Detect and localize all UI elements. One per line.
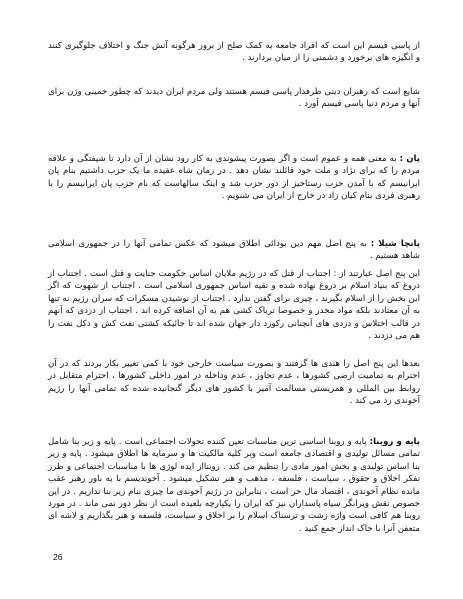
paragraph-text: به معنی همه و عموم است و اگر بصورت پیشوندی به کار رود نشان از آن دارد تا شیفتگی و علاقه مردم را که برای نژاد و ملت خود قائلند نشان دهد . در زمان شاه عقیده ما یک حزب داشتیم بنام پان ایرانیسم که با آمدن حزب رستاخیز از دور حزب شد و اینک سالهاست که نام حزب پان ایرانیسم را با رهبری فردی بنام کیان زاد در خارج از ایران می شنویم . [48, 154, 420, 202]
term-heading: پانچا شیلا : [370, 239, 420, 249]
paragraph-text: پایه و روبنا اساسی ترین مناسبات تعین کننده تحولات اجتماعی است . پایه و زیر بنا شامل تمامی مسائل تولیدی و اقتصادی جامعه است وبر کلیه مالکیت ها و سرمایه ها اطلاق میشود . پایه و زیر بنا اساس تولیدی و بخش امور مادی را تنظیم می کند . روبنااز ایده لوژی ها با مناسبات اجتماعی و طرز تفکر اخلاق و حقوق ، سیاست ، فلسفه ، مذهب و هنر تشکیل میشود . آخوندیسم با به باور رهبر عقب مانده نظام آخوندی ، اقتصاد مال خر است ، بنابراین در رژیم آخوندی ما چیزی بنام زیر بنا نداریم . در این خصوص نقش ویرانگر سپاه پاسداران نیز که ایران را یکپارچه بلعیده است از نظر دور نمی ماند . در مورد روبنا هم کافی است واژه زشت و ترسناک اسلام را بر اخلاق و سیاست، فلسفه و هنر بگذاریم و لاشه ای متعفن آنرا با خاک انداز جمع کنید . [48, 437, 420, 534]
paragraph-five-principles [48, 268, 420, 342]
paragraph-text: به پنج اصل مهم دین بودائی اطلاق میشود که عکس تمامی آنها را در جمهوری اسلامی شاهد هستیم . [48, 239, 420, 262]
paragraph-pan [48, 153, 420, 203]
paragraph-text: از پاسی فیسم این است که افراد جامعه به کمک صلح از بروز هرگونه آتش جنگ و اختلاف جلوگیری کنند و انگیزه های برخورد و دشمنی را از میان بردارند . [48, 41, 420, 64]
term-heading: پایه و روبنا: [369, 437, 421, 447]
paragraph-text: بعدها این پنج اصل را هندی ها گرفتند و بصورت سیاست خارجی خود با کمی تغییر بکار بردند که در آن احترام به تمامیت ارضی کشورها ، عدم تجاوز ، عدم وداخله در امور داخلی کشورها ، احترام متقابل در روابط بین المللی و همزیستی مسالمت آمیز با کشور های دیگر گنجانیده شده که تمامی آنها را رژیم آخوندی رد می کند . [48, 359, 420, 407]
paragraph-base-and-superstructure [48, 436, 420, 535]
paragraph-pancha-shila [48, 238, 420, 263]
page-number: 26 [53, 552, 63, 562]
term-heading: پان : [399, 154, 421, 164]
paragraph-indian-foreign-policy [48, 358, 420, 408]
paragraph-pacifism-religious-leaders [48, 86, 420, 111]
paragraph-text: شایع است که رهبران دینی طرفدار پاسی فیسم هستند ولی مردم ایران دیدند که چطور خمینی وژن برای آنها و مردم دنیا پاسی فیسم آورد . [48, 87, 420, 110]
paragraph-pacifism-definition [48, 40, 420, 65]
paragraph-text: این پنج اصل عبارتند از : اجتناب از قتل که در رژیم ملایان اساس حکومت جنایت و قتل است . اجتناب از دروغ که بنیاد اسلام بر دروغ نهاده شده و تقیه اساس جمهوری اسلامی است . اجتناب از شهوت که اگر این بخش را از اسلام بگیرند ، چیزی برای گفتن ندارد . اجتناب از نوشیدن مسکرات که سران رژیم نه تنها به آن معتادند بلکه مواد مخدر و خصوصا تریاک کشی هم به آن اضافه کرده اند . اجتناب از دزدی که آنهم در قالب اختلاس و دزدی های آنچنانی رکورد دار جهان شده اند تا جائیکه کشتی نفت کش و دکل نفت را هم می دزدند . [48, 269, 420, 342]
